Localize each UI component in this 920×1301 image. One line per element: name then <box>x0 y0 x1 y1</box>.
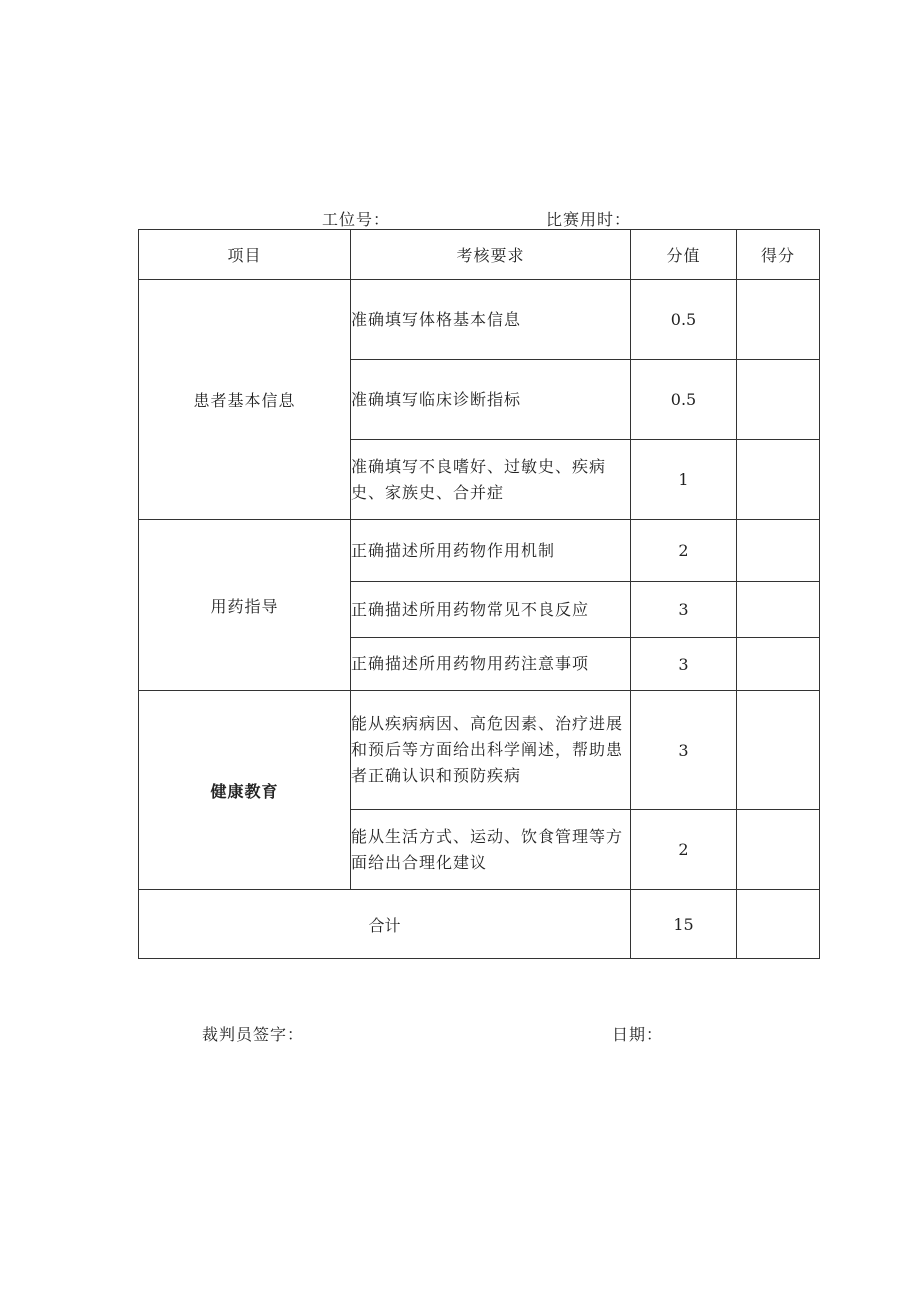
requirement-cell: 正确描述所用药物用药注意事项 <box>351 638 631 691</box>
total-label: 合计 <box>139 890 631 959</box>
earned-score-cell[interactable] <box>737 582 820 638</box>
earned-score-cell[interactable] <box>737 360 820 440</box>
requirement-cell: 正确描述所用药物常见不良反应 <box>351 582 631 638</box>
score-cell: 3 <box>631 638 737 691</box>
score-cell: 1 <box>631 440 737 520</box>
total-earned-cell[interactable] <box>737 890 820 959</box>
score-cell: 3 <box>631 691 737 810</box>
column-header-earned: 得分 <box>737 230 820 280</box>
station-number-label: 工位号： <box>322 210 391 229</box>
total-score-cell: 15 <box>631 890 737 959</box>
date-label: 日期： <box>612 1025 664 1044</box>
requirement-cell: 能从疾病病因、高危因素、治疗进展和预后等方面给出科学阐述，帮助患者正确认识和预防疾病 <box>351 691 631 810</box>
table-row <box>139 691 820 810</box>
score-cell: 0.5 <box>631 280 737 360</box>
section-label: 用药指导 <box>139 520 351 691</box>
column-header-score: 分值 <box>631 230 737 280</box>
earned-score-cell[interactable] <box>737 520 820 582</box>
total-row <box>139 890 820 959</box>
earned-score-cell[interactable] <box>737 440 820 520</box>
earned-score-cell[interactable] <box>737 810 820 890</box>
requirement-cell: 准确填写临床诊断指标 <box>351 360 631 440</box>
score-cell: 2 <box>631 810 737 890</box>
table-row <box>139 520 820 582</box>
table-row <box>139 280 820 360</box>
table-header-row <box>139 230 820 280</box>
requirement-cell: 能从生活方式、运动、饮食管理等方面给出合理化建议 <box>351 810 631 890</box>
section-label: 患者基本信息 <box>139 280 351 520</box>
earned-score-cell[interactable] <box>737 691 820 810</box>
score-cell: 3 <box>631 582 737 638</box>
column-header-requirement: 考核要求 <box>351 230 631 280</box>
competition-time-label: 比赛用时： <box>546 210 632 229</box>
score-cell: 0.5 <box>631 360 737 440</box>
earned-score-cell[interactable] <box>737 638 820 691</box>
requirement-cell: 准确填写不良嗜好、过敏史、疾病史、家族史、合并症 <box>351 440 631 520</box>
requirement-cell: 准确填写体格基本信息 <box>351 280 631 360</box>
section-label: 健康教育 <box>139 691 351 890</box>
scoring-table <box>138 229 820 959</box>
judge-signature-label: 裁判员签字： <box>202 1025 305 1044</box>
column-header-item: 项目 <box>139 230 351 280</box>
requirement-cell: 正确描述所用药物作用机制 <box>351 520 631 582</box>
score-cell: 2 <box>631 520 737 582</box>
earned-score-cell[interactable] <box>737 280 820 360</box>
